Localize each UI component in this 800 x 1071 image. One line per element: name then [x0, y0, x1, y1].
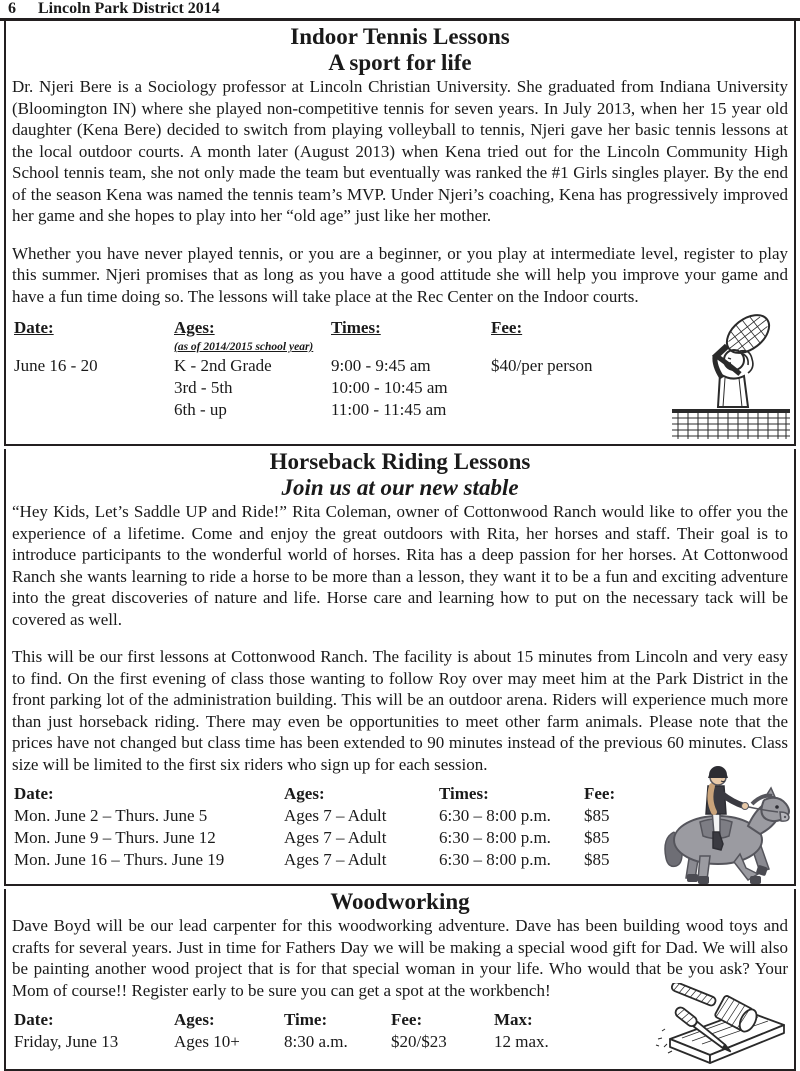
- woodworking-ages-header: Ages:: [174, 1010, 215, 1029]
- page-number: 6: [8, 0, 16, 17]
- tennis-ages-value: 3rd - 5th: [174, 378, 233, 397]
- horseback-ages-cell: Ages 7 – Adult: [284, 828, 387, 847]
- tennis-times-column: [331, 317, 491, 421]
- woodworking-date-header: Date:: [14, 1010, 54, 1029]
- tennis-ages-note: (as of 2014/2015 school year): [174, 341, 314, 353]
- woodworking-date-cell: Friday, June 13: [14, 1032, 119, 1051]
- woodworking-fee-header: Fee:: [391, 1010, 423, 1029]
- tennis-date-value: June 16 - 20: [14, 356, 98, 375]
- table-row: [14, 1031, 794, 1053]
- tennis-date-column: [14, 317, 174, 421]
- woodworking-paragraph-1: Dave Boyd will be our lead carpenter for this woodworking adventure. Dave has been building wood toys and crafts for several years. Just in time for Fathers Day we will be making a special wood gift for Dad. We will also be painting another wood project that is for that special woman in your life. Who would that be you ask? Your Mom of course!! Register early to be sure you can get a spot at the workbench!: [12, 916, 788, 1000]
- horseback-times-cell: 6:30 – 8:00 p.m.: [439, 828, 551, 847]
- horseback-date-cell: Mon. June 2 – Thurs. June 5: [14, 806, 208, 825]
- tennis-fee-header: Fee:: [491, 318, 523, 337]
- horseback-fee-cell: $85: [584, 806, 610, 825]
- tennis-note-spacer: [14, 339, 174, 355]
- horseback-ages-cell: Ages 7 – Adult: [284, 806, 387, 825]
- tennis-schedule-table: [6, 317, 794, 421]
- tennis-section-subtitle: A sport for life: [328, 50, 472, 75]
- tennis-fee-column: [491, 317, 691, 421]
- horseback-times-header: Times:: [439, 784, 489, 803]
- woodworking-table-header-row: [14, 1009, 794, 1031]
- horseback-fee-header: Fee:: [584, 784, 616, 803]
- tennis-times-value: 10:00 - 10:45 am: [331, 378, 448, 397]
- tennis-fee-value: $40/per person: [491, 356, 593, 375]
- woodworking-section-title: Woodworking: [330, 889, 470, 914]
- tennis-times-header: Times:: [331, 318, 381, 337]
- woodworking-schedule-table: [6, 1009, 794, 1053]
- woodworking-ages-cell: Ages 10+: [174, 1032, 240, 1051]
- woodworking-max-cell: 12 max.: [494, 1032, 549, 1051]
- horseback-paragraph-1: “Hey Kids, Let’s Saddle UP and Ride!” Rita Coleman, owner of Cottonwood Ranch would like to offer you the experience of a lifetime. Come and enjoy the great outdoors with Rita, her horses and staff. Their goal is to introduce participants to the wonderful world of horses. Rita has a deep passion for her horses. At Cottonwood Ranch she wants learning to ride a horse to be more than a lesson, they want it to be a fun and exciting adventure into the great discoveries of nature and life. Horse care and learning how to put on the necessary tack will be covered as well.: [12, 502, 788, 629]
- page-title: Lincoln Park District 2014: [38, 0, 220, 17]
- horseback-date-cell: Mon. June 16 – Thurs. June 19: [14, 850, 225, 869]
- tennis-section-title: Indoor Tennis Lessons: [290, 24, 510, 49]
- tennis-ages-header: Ages:: [174, 318, 215, 337]
- table-row: [14, 827, 794, 849]
- horseback-table-header-row: [14, 783, 794, 805]
- table-row: [14, 849, 794, 871]
- section-indoor-tennis: [4, 19, 796, 446]
- horseback-date-header: Date:: [14, 784, 54, 803]
- tennis-times-value: 9:00 - 9:45 am: [331, 356, 431, 375]
- tennis-ages-value: 6th - up: [174, 400, 227, 419]
- page-header: [0, 0, 800, 17]
- horseback-ages-header: Ages:: [284, 784, 325, 803]
- tennis-note-spacer: [331, 339, 491, 355]
- woodworking-time-header: Time:: [284, 1010, 328, 1029]
- tennis-paragraph-1: Dr. Njeri Bere is a Sociology professor at Lincoln Christian University. She graduated from Indiana University (Bloomington IN) where she played non-competitive tennis for seven years. In July 2013, when her 15 year old daughter (Kena Bere) decided to switch from playing volleyball to tennis, Njeri gave her basic tennis lessons at the local outdoor courts. A month later (August 2013) when Kena tried out for the Lincoln Community High School tennis team, she not only made the team but eventually was ranked the #1 Girls singles player. By the end of the season Kena was named the tennis team’s MVP. Under Njeri’s coaching, Kena has progressively improved her game and she hopes to play into her “old age” just like her mother.: [12, 77, 788, 225]
- section-woodworking: [4, 889, 796, 1071]
- woodworking-time-cell: 8:30 a.m.: [284, 1032, 348, 1051]
- tennis-ages-column: [174, 317, 331, 421]
- horseback-ages-cell: Ages 7 – Adult: [284, 850, 387, 869]
- section-horseback-riding: [4, 449, 796, 886]
- horseback-section-title: Horseback Riding Lessons: [269, 449, 531, 474]
- horseback-times-cell: 6:30 – 8:00 p.m.: [439, 806, 551, 825]
- horseback-section-subtitle: Join us at our new stable: [281, 475, 519, 500]
- horseback-date-cell: Mon. June 9 – Thurs. June 12: [14, 828, 216, 847]
- tennis-times-value: 11:00 - 11:45 am: [331, 400, 447, 419]
- horseback-times-cell: 6:30 – 8:00 p.m.: [439, 850, 551, 869]
- tennis-date-header: Date:: [14, 318, 54, 337]
- horseback-fee-cell: $85: [584, 828, 610, 847]
- table-row: [14, 805, 794, 827]
- tennis-ages-value: K - 2nd Grade: [174, 356, 272, 375]
- horseback-paragraph-2: This will be our first lessons at Cottonwood Ranch. The facility is about 15 minutes from Lincoln and very easy to find. On the first evening of class those wanting to follow Roy over may meet him at the Park District in the front parking lot of the administration building. This will be an outdoor arena. Riders will experience much more than just horseback riding. There may even be opportunities to meet other farm animals. Please note that the prices have not changed but class time has been extended to 90 minutes instead of the previous 60 minutes. Class size will be limited to the first six riders who sign up for each session.: [12, 647, 788, 774]
- horseback-fee-cell: $85: [584, 850, 610, 869]
- woodworking-fee-cell: $20/$23: [391, 1032, 447, 1051]
- woodworking-max-header: Max:: [494, 1010, 533, 1029]
- tennis-note-spacer: [491, 339, 691, 355]
- horseback-schedule-table: [6, 783, 794, 871]
- tennis-paragraph-2: Whether you have never played tennis, or you are a beginner, or you play at intermediate level, register to play this summer. Njeri promises that as long as you have a good attitude she will help you improve your game and have a fun time doing so. The lessons will take place at the Rec Center on the Indoor courts.: [12, 243, 788, 306]
